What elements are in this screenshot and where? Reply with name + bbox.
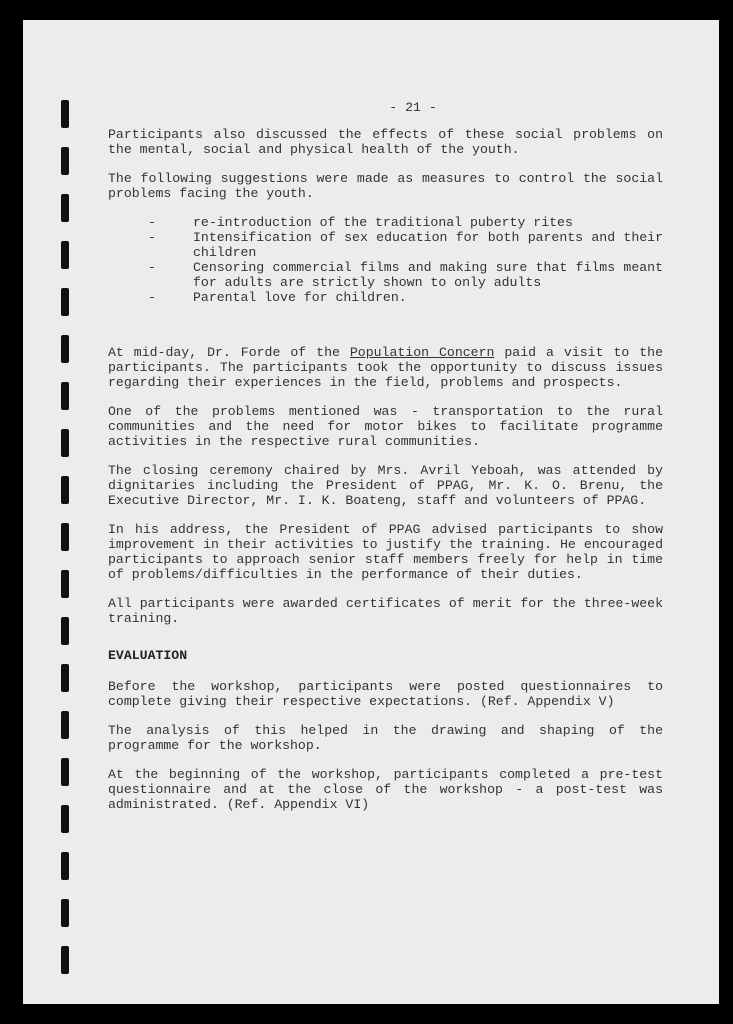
paragraph-analysis: The analysis of this helped in the drawing and shaping of the programme for the workshop. <box>108 723 663 753</box>
binding-hole <box>61 147 69 175</box>
binding-hole <box>61 899 69 927</box>
paragraph-certificates: All participants were awarded certificates of merit for the three-week training. <box>108 596 663 626</box>
binding-hole <box>61 429 69 457</box>
page-content <box>108 100 663 826</box>
binding-hole <box>61 476 69 504</box>
list-item-text: Censoring commercial films and making sure that films meant for adults are strictly shown to only adults <box>193 260 663 290</box>
binding-hole <box>61 805 69 833</box>
bullet-dash: - <box>148 290 156 305</box>
binding-hole <box>61 617 69 645</box>
list-item-text: Intensification of sex education for both parents and their children <box>193 230 663 260</box>
paragraph-closing-ceremony: The closing ceremony chaired by Mrs. Avril Yeboah, was attended by dignitaries including the President of PPAG, Mr. K. O. Brenu, the Executive Director, Mr. I. K. Boateng, staff and volunteers of PPAG. <box>108 463 663 508</box>
page-number: - 21 - <box>389 100 437 115</box>
paragraph-transport-problem: One of the problems mentioned was - transportation to the rural communities and the need for motor bikes to facilitate programme activities in the respective rural communities. <box>108 404 663 449</box>
list-item <box>108 290 663 305</box>
list-item <box>108 215 663 230</box>
paragraph-pre-post-test: At the beginning of the workshop, participants completed a pre-test questionnaire and at the close of the workshop - a post-test was administrated. (Ref. Appendix VI) <box>108 767 663 812</box>
binding-hole <box>61 382 69 410</box>
binding-hole <box>61 946 69 974</box>
binding-hole <box>61 852 69 880</box>
paragraph-effects: Participants also discussed the effects of these social problems on the mental, social and physical health of the youth. <box>108 127 663 157</box>
bullet-dash: - <box>148 230 156 245</box>
paragraph-mid-day-visit <box>108 345 663 390</box>
binding-hole <box>61 570 69 598</box>
binding-hole <box>61 241 69 269</box>
binding-hole <box>61 194 69 222</box>
binding-hole <box>61 711 69 739</box>
list-item <box>108 230 663 260</box>
bullet-dash: - <box>148 215 156 230</box>
binding-hole <box>61 288 69 316</box>
section-heading-evaluation: EVALUATION <box>108 648 188 663</box>
bullet-dash: - <box>148 260 156 275</box>
paragraph-suggestions-intro: The following suggestions were made as measures to control the social problems facing the youth. <box>108 171 663 201</box>
paragraph-questionnaires: Before the workshop, participants were posted questionnaires to complete giving their respective expectations. (Ref. Appendix V) <box>108 679 663 709</box>
population-concern-underlined: Population Concern <box>349 345 495 360</box>
list-item <box>108 260 663 290</box>
paragraph-president-address: In his address, the President of PPAG advised participants to show improvement in their activities to justify the training. He encouraged participants to approach senior staff members freely for help in time of problems/difficulties in the performance of their duties. <box>108 522 663 582</box>
binding-hole <box>61 758 69 786</box>
binding-hole <box>61 664 69 692</box>
binding-hole <box>61 523 69 551</box>
list-item-text: Parental love for children. <box>193 290 407 305</box>
mid-day-text-after: paid a visit to the participants. The participants took the opportunity to discuss issues regarding their experiences in the field, problems and prospects. <box>108 345 664 390</box>
binding-hole <box>61 100 69 128</box>
binding-hole <box>61 335 69 363</box>
document-page <box>23 20 719 1004</box>
suggestions-list <box>108 215 663 305</box>
mid-day-text-before: At mid-day, Dr. Forde of the <box>108 345 350 360</box>
list-item-text: re-introduction of the traditional puberty rites <box>193 215 573 230</box>
